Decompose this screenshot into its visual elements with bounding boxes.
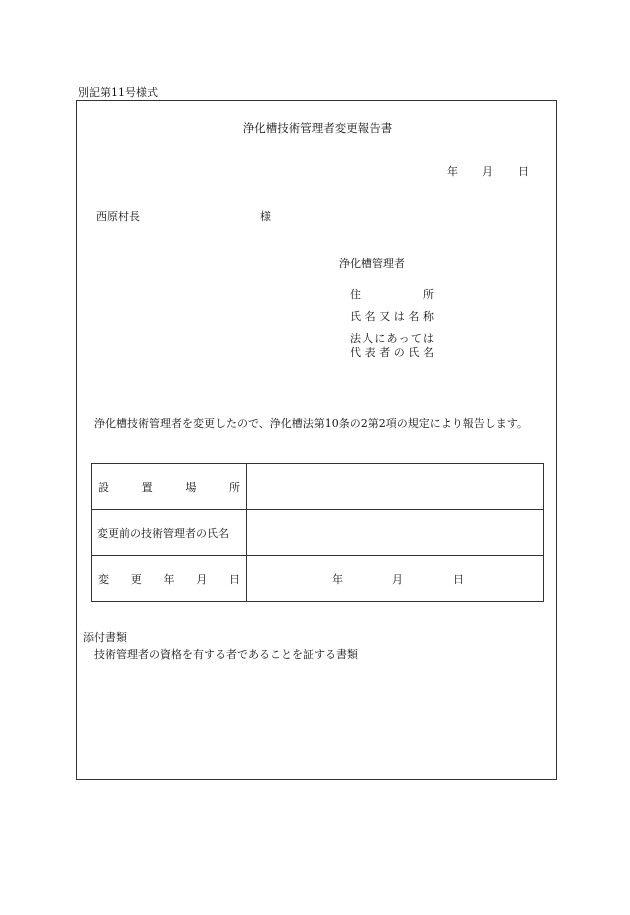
reporter-corp-label-2: 代表者の氏名 xyxy=(350,346,434,359)
honorific-sama: 様 xyxy=(260,210,271,223)
table-label-cell xyxy=(92,510,247,556)
date-day-label: 日 xyxy=(518,165,529,178)
document-title: 浄化槽技術管理者変更報告書 xyxy=(242,121,393,135)
attachment-item: 技術管理者の資格を有する者であることを証する書類 xyxy=(94,648,358,661)
installation-location-value[interactable] xyxy=(247,464,544,510)
change-date-month: 月 xyxy=(392,573,403,586)
date-month-label: 月 xyxy=(482,165,493,178)
report-statement: 浄化槽技術管理者を変更したので、浄化槽法第10条の2第2項の規定により報告します。 xyxy=(94,417,528,430)
change-date-label: 変更年月日 xyxy=(98,572,240,586)
attachments-heading: 添付書類 xyxy=(83,631,127,644)
date-year-label: 年 xyxy=(447,165,458,178)
table-row xyxy=(92,464,544,510)
table-label-cell xyxy=(92,556,247,602)
addressee: 西原村長 xyxy=(96,210,140,223)
reporter-name-label: 氏名又は名称 xyxy=(350,310,434,323)
reporter-title: 浄化槽管理者 xyxy=(339,257,405,270)
previous-manager-name-value[interactable] xyxy=(247,510,544,556)
table-row xyxy=(92,556,544,602)
reporter-corp-label-1: 法人にあっては xyxy=(350,332,434,345)
table-label-cell xyxy=(92,464,247,510)
installation-location-label: 設置場所 xyxy=(98,480,240,494)
form-number-label: 別記第11号様式 xyxy=(78,86,158,99)
form-frame xyxy=(76,100,557,780)
table-row xyxy=(92,510,544,556)
reporter-address-label: 住所 xyxy=(350,288,434,301)
change-date-year: 年 xyxy=(332,573,343,586)
previous-manager-name-label: 変更前の技術管理者の氏名 xyxy=(97,526,229,540)
details-table xyxy=(91,463,544,602)
change-date-day: 日 xyxy=(453,573,464,586)
change-date-value[interactable] xyxy=(247,556,544,602)
